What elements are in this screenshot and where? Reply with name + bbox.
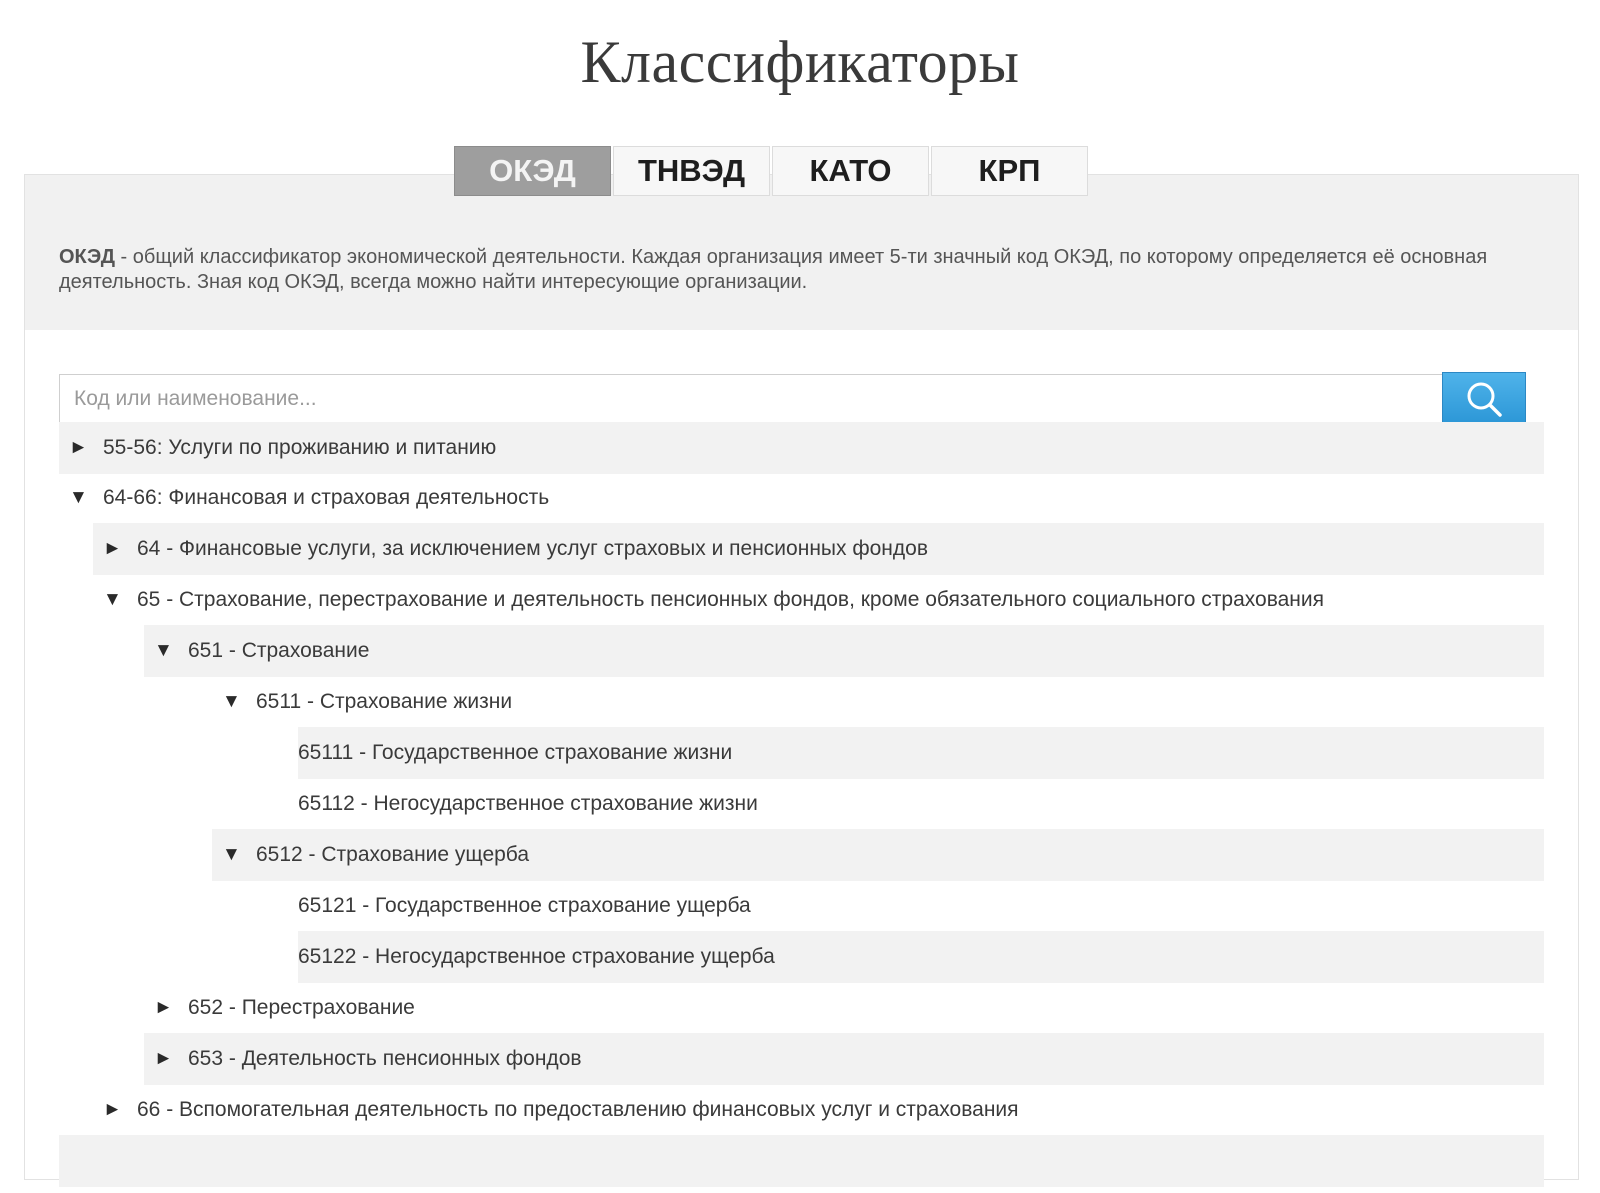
classifier-tree — [59, 436, 1544, 1174]
search-icon — [1464, 379, 1504, 419]
expand-arrow-icon[interactable]: ► — [154, 997, 173, 1018]
expand-arrow-icon[interactable]: ► — [103, 1099, 122, 1120]
tree-row-label: 65121 - Государственное страхование ущерба — [298, 894, 751, 917]
search-input[interactable] — [59, 374, 1442, 424]
tree-row-label: 653 - Деятельность пенсионных фондов — [188, 1047, 582, 1070]
tree-row[interactable] — [59, 472, 1544, 524]
description-text: - общий классификатор экономической деятельности. Каждая организация имеет 5-ти значный код ОКЭД, по которому определяется её основная деятельность. Зная код ОКЭД, всегда можно найти интересующие организации. — [59, 246, 1488, 293]
tree-row[interactable] — [144, 1033, 1544, 1085]
tree-row[interactable] — [298, 880, 1544, 932]
tree-row-partial — [59, 1135, 1544, 1187]
collapse-arrow-icon[interactable]: ▼ — [222, 844, 241, 865]
tree-row[interactable] — [298, 778, 1544, 830]
search-bar — [59, 374, 1526, 424]
tree-row[interactable] — [212, 829, 1544, 881]
tree-row-label: 652 - Перестрахование — [188, 996, 415, 1019]
page-title: Классификаторы — [580, 29, 1020, 95]
expand-arrow-icon[interactable]: ► — [154, 1048, 173, 1069]
tree-row[interactable] — [144, 625, 1544, 677]
collapse-arrow-icon[interactable]: ▼ — [222, 691, 241, 712]
tree-row-label: 651 - Страхование — [188, 639, 370, 662]
tree-row-label: 6511 - Страхование жизни — [256, 690, 513, 713]
tree-row-label: 6512 - Страхование ущерба — [256, 843, 530, 866]
tree-row-label: 65111 - Государственное страхование жизни — [298, 741, 733, 764]
tree-row-label: 65122 - Негосударственное страхование ущерба — [298, 945, 775, 968]
tree-row-label: 64-66: Финансовая и страховая деятельность — [103, 486, 550, 509]
search-button[interactable] — [1442, 372, 1526, 426]
tab-tnved[interactable]: ТНВЭД — [613, 146, 770, 196]
expand-arrow-icon[interactable]: ► — [69, 437, 88, 458]
collapse-arrow-icon[interactable]: ▼ — [154, 640, 173, 661]
collapse-arrow-icon[interactable]: ▼ — [69, 487, 88, 508]
tree-row[interactable] — [59, 422, 1544, 474]
tree-row-label: 65 - Страхование, перестрахование и деятельность пенсионных фондов, кроме обязательного социального страхования — [137, 588, 1325, 611]
tree-row-label: 66 - Вспомогательная деятельность по предоставлению финансовых услуг и страхования — [137, 1098, 1019, 1121]
classifier-description — [59, 245, 1549, 295]
tree-row[interactable] — [93, 1084, 1544, 1136]
tree-row-label: 65112 - Негосударственное страхование жизни — [298, 792, 758, 815]
tree-row[interactable] — [93, 574, 1544, 626]
expand-arrow-icon[interactable]: ► — [103, 538, 122, 559]
description-term: ОКЭД — [59, 246, 115, 268]
tree-row[interactable] — [212, 676, 1544, 728]
collapse-arrow-icon[interactable]: ▼ — [103, 589, 122, 610]
tree-row[interactable] — [298, 931, 1544, 983]
tab-krp[interactable]: КРП — [931, 146, 1088, 196]
tab-kato[interactable]: КАТО — [772, 146, 929, 196]
tree-row[interactable] — [144, 982, 1544, 1034]
classifier-tabs — [454, 146, 1090, 196]
tree-row-label: 55-56: Услуги по проживанию и питанию — [103, 436, 497, 459]
tab-oked[interactable]: ОКЭД — [454, 146, 611, 196]
tree-row[interactable] — [93, 523, 1544, 575]
tree-row-label: 64 - Финансовые услуги, за исключением услуг страховых и пенсионных фондов — [137, 537, 928, 560]
tree-row[interactable] — [298, 727, 1544, 779]
